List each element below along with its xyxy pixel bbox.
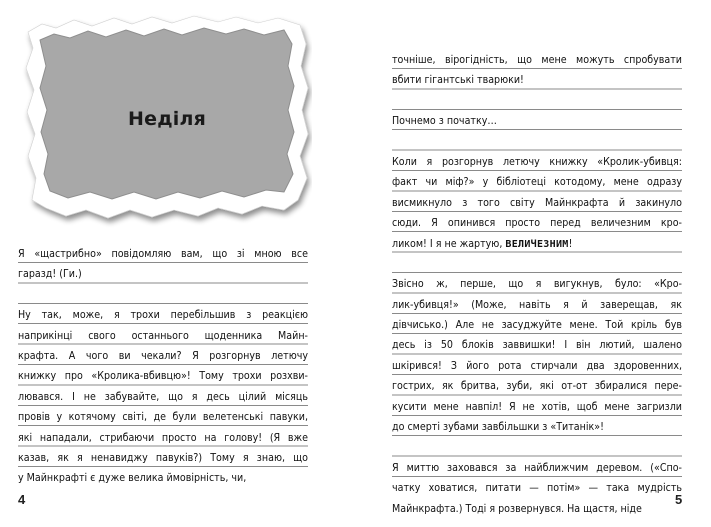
text-line: дівчисько.) Але не засуджуйте мене. Той кріль був [392, 319, 682, 332]
blank-line [392, 91, 682, 111]
text-line: казав, як я ненавиджу павуків?) Тому я знаю, що [18, 451, 308, 464]
left-page [0, 0, 355, 527]
emphasis-word: ВЕЛИЧЕЗНИМ [505, 238, 569, 250]
blank-line [392, 132, 682, 152]
text-line: чатку ховатися, питати — потім» — така мудрість [392, 482, 682, 495]
text-line: крафта. А чого ви чекали? Я розгорнув летючу [18, 349, 308, 362]
text-line: гаразд! (Ги.) [18, 268, 82, 281]
text-line: у Майнкрафті є дуже велика ймовірність, чи, [18, 472, 247, 485]
text-line: Ну так, може, я трохи перебільшив з реакцією [18, 309, 308, 322]
blank-line [392, 437, 682, 457]
text-line: гострих, як бритва, зуби, які от-от збиралися пере- [392, 380, 682, 393]
text-line: Звісно ж, перше, що я вигукнув, було: «Кро- [392, 278, 682, 291]
left-page-text [18, 244, 308, 485]
text-line: Я «щастрибно» повідомляю вам, що зі мною все [18, 248, 308, 260]
page-number-left: 4 [18, 492, 26, 507]
text-line: кусити мене навпіл! Я не хотів, щоб мене загризли [392, 400, 682, 413]
text-line: лик-убивця!» (Може, навіть я й заверещав, як [392, 298, 682, 311]
text-line: десь із 50 блоків заввишки! І він лютий, шалено [392, 339, 682, 352]
chapter-title-card [22, 14, 312, 230]
text-line [392, 234, 682, 254]
chapter-title: Неділя [128, 108, 206, 130]
text-line: лювався. І не забувайте, що я десь цілий місяць [18, 390, 308, 403]
text-line: точніше, вірогідність, що мене можуть спробувати [392, 54, 682, 66]
text-line: наприкінці свого останнього щоденника Майн- [18, 329, 308, 342]
blank-line [392, 254, 682, 274]
text-segment: ликом! І я не жартую, [392, 237, 506, 250]
text-line: висмикнуло з того світу Майнкрафта й закинуло [392, 196, 682, 209]
text-line: вбити гігантські тварюки! [392, 74, 524, 87]
text-line: Я миттю заховався за найближчим деревом. («Спо- [392, 461, 682, 474]
right-page [355, 0, 711, 527]
text-line: факт чи міф?» у бібліотеці котодому, мене одразу [392, 176, 682, 189]
text-line: шкірився! З його рота стирчали два здоровенних, [392, 359, 682, 372]
text-line: Майнкрафта.) Тоді я розвернувся. На щастя, ніде [392, 502, 642, 515]
text-line: сюди. Я опинився просто перед величезним кро- [392, 217, 682, 230]
text-line: Коли я розгорнув летючу книжку «Кролик-убивця: [392, 155, 682, 168]
text-line: книжку про «Кролика-вбивцю»! Тому трохи розхви- [18, 370, 308, 383]
text-segment: ! [568, 237, 573, 250]
page-number-right: 5 [675, 492, 683, 507]
text-line: до смерті зубами завбільшки з «Титанік»! [392, 421, 604, 434]
text-line: провів у котячому світі, де були велетенські павуки, [18, 411, 308, 424]
blank-line [18, 285, 308, 305]
right-page-text [392, 50, 682, 515]
text-line: Почнемо з початку… [392, 115, 497, 128]
text-line: які нападали, стрибаючи просто на голову! (Я вже [18, 431, 308, 444]
